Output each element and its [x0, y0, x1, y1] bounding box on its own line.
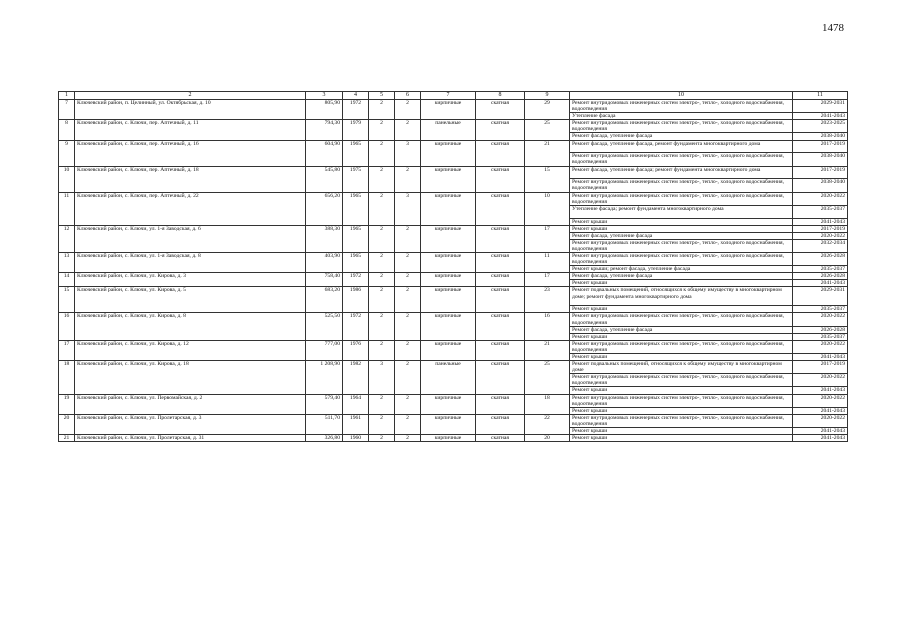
entrances-cell: 2	[395, 340, 421, 360]
column-number: 1	[59, 92, 75, 100]
work-type-cell: Ремонт крыши	[570, 354, 793, 361]
address-cell: Ключевский район, с. Ключи, ул. Пролетарская, д. 3	[75, 414, 306, 434]
row-number-cell: 21	[59, 435, 75, 442]
floors-cell: 2	[369, 273, 395, 287]
wall-material-cell: кирпичные	[421, 100, 476, 120]
work-type-cell: Ремонт внутридомовых инженерных систем электро-, тепло-, холодного водоснабжения, водоотведения	[570, 313, 793, 326]
work-period-cell: 2020-2022	[793, 374, 848, 387]
area-cell: 545,80	[306, 166, 343, 192]
floors-cell: 2	[369, 225, 395, 252]
work-type-cell: Ремонт фасада, утепление фасада, ремонт фундамента многоквартирного дома	[570, 140, 793, 153]
table-row	[59, 287, 848, 306]
wear-cell: 15	[525, 166, 570, 192]
table-row	[59, 394, 848, 407]
floors-cell: 2	[369, 313, 395, 340]
year-cell: 1960	[343, 435, 369, 442]
work-type-cell: Ремонт внутридомовых инженерных систем электро-, тепло-, холодного водоснабжения, водоотведения	[570, 252, 793, 265]
work-type-cell: Ремонт внутридомовых инженерных систем электро-, тепло-, холодного водоснабжения, водоотведения	[570, 192, 793, 205]
wear-cell: 10	[525, 192, 570, 225]
year-cell: 1986	[343, 287, 369, 313]
work-type-cell: Ремонт крыши	[570, 306, 793, 313]
work-period-cell: 2017-2019	[793, 361, 848, 374]
floors-cell: 2	[369, 140, 395, 166]
work-period-cell: 2029-2031	[793, 100, 848, 113]
work-period-cell: 2041-2043	[793, 407, 848, 414]
year-cell: 1972	[343, 313, 369, 340]
area-cell: 326,80	[306, 435, 343, 442]
year-cell: 1965	[343, 140, 369, 166]
column-number: 9	[525, 92, 570, 100]
entrances-cell: 2	[395, 252, 421, 272]
work-period-cell: 2038-2040	[793, 133, 848, 140]
work-period-cell: 2038-2040	[793, 153, 848, 166]
work-type-cell: Ремонт внутридомовых инженерных систем электро-, тепло-, холодного водоснабжения, водоотведения	[570, 179, 793, 192]
work-type-cell: Ремонт крыши	[570, 387, 793, 394]
wall-material-cell: кирпичные	[421, 192, 476, 225]
column-number: 8	[476, 92, 525, 100]
year-cell: 1964	[343, 394, 369, 414]
year-cell: 1979	[343, 120, 369, 140]
column-number: 2	[75, 92, 306, 100]
wall-material-cell: кирпичные	[421, 225, 476, 252]
table-row	[59, 140, 848, 153]
wear-cell: 25	[525, 361, 570, 394]
year-cell: 1975	[343, 166, 369, 192]
work-period-cell: 2041-2043	[793, 280, 848, 287]
work-period-cell: 2035-2037	[793, 333, 848, 340]
page-number: 1478	[822, 22, 844, 34]
floors-cell: 2	[369, 287, 395, 313]
entrances-cell: 2	[395, 100, 421, 120]
area-cell: 805,90	[306, 100, 343, 120]
roof-type-cell: скатная	[476, 252, 525, 272]
area-cell: 604,90	[306, 140, 343, 166]
address-cell: Ключевский район, с. Ключи, ул. Кирова, д. 18	[75, 361, 306, 394]
work-type-cell: Ремонт фасада, утепление фасада	[570, 133, 793, 140]
work-type-cell: Ремонт крыши	[570, 225, 793, 232]
column-number: 6	[395, 92, 421, 100]
work-type-cell: Ремонт подвальных помещений, относящихся к общему имуществу в многоквартирном доме; ремонт фундамента многоквартирного дома	[570, 287, 793, 306]
work-type-cell: Ремонт внутридомовых инженерных систем электро-, тепло-, холодного водоснабжения, водоотведения	[570, 100, 793, 113]
roof-type-cell: скатная	[476, 273, 525, 287]
work-period-cell: 2017-2019	[793, 140, 848, 153]
entrances-cell: 2	[395, 361, 421, 394]
floors-cell: 2	[369, 435, 395, 442]
row-number-cell: 11	[59, 192, 75, 225]
entrances-cell: 2	[395, 166, 421, 192]
work-period-cell: 2023-2025	[793, 120, 848, 133]
wear-cell: 21	[525, 340, 570, 360]
row-number-cell: 14	[59, 273, 75, 287]
floors-cell: 2	[369, 192, 395, 225]
year-cell: 1982	[343, 361, 369, 394]
wall-material-cell: панельные	[421, 361, 476, 394]
row-number-cell: 17	[59, 340, 75, 360]
table-row	[59, 120, 848, 133]
floors-cell: 2	[369, 414, 395, 434]
area-cell: 683,20	[306, 287, 343, 313]
table-row	[59, 273, 848, 280]
year-cell: 1965	[343, 225, 369, 252]
work-period-cell: 2041-2043	[793, 113, 848, 120]
wear-cell: 18	[525, 394, 570, 414]
row-number-cell: 20	[59, 414, 75, 434]
row-number-cell: 12	[59, 225, 75, 252]
column-number: 11	[793, 92, 848, 100]
work-type-cell: Ремонт внутридомовых инженерных систем электро-, тепло-, холодного водоснабжения, водоотведения	[570, 374, 793, 387]
wear-cell: 23	[525, 287, 570, 313]
area-cell: 388,30	[306, 225, 343, 252]
year-cell: 1961	[343, 414, 369, 434]
year-cell: 1972	[343, 273, 369, 287]
wall-material-cell: кирпичные	[421, 252, 476, 272]
work-period-cell: 2017-2019	[793, 166, 848, 179]
area-cell: 403,90	[306, 252, 343, 272]
address-cell: Ключевский район, с. Ключи, ул. Кирова, д. 3	[75, 273, 306, 287]
table-body	[59, 92, 848, 442]
column-number: 4	[343, 92, 369, 100]
work-type-cell: Ремонт крыши	[570, 280, 793, 287]
wall-material-cell: кирпичные	[421, 313, 476, 340]
work-type-cell: Ремонт фасада, утепление фасада	[570, 232, 793, 239]
work-period-cell: 2041-2043	[793, 428, 848, 435]
wear-cell: 17	[525, 225, 570, 252]
work-period-cell: 2041-2043	[793, 218, 848, 225]
address-cell: Ключевский район, с. Ключи, пер. Аптечный, д. 11	[75, 120, 306, 140]
work-period-cell: 2041-2043	[793, 435, 848, 442]
wear-cell: 11	[525, 252, 570, 272]
address-cell: Ключевский район, с. Ключи, ул. Кирова, д. 8	[75, 313, 306, 340]
roof-type-cell: скатная	[476, 340, 525, 360]
table-row	[59, 361, 848, 374]
wear-cell: 16	[525, 313, 570, 340]
area-cell: 777,00	[306, 340, 343, 360]
address-cell: Ключевский район, п. Целинный, ул. Октябрьская, д. 10	[75, 100, 306, 120]
roof-type-cell: скатная	[476, 313, 525, 340]
wall-material-cell: кирпичные	[421, 166, 476, 192]
roof-type-cell: скатная	[476, 166, 525, 192]
work-period-cell: 2026-2028	[793, 273, 848, 280]
entrances-cell: 2	[395, 435, 421, 442]
wall-material-cell: кирпичные	[421, 340, 476, 360]
table-row	[59, 166, 848, 179]
table-row	[59, 100, 848, 113]
work-type-cell: Ремонт внутридомовых инженерных систем электро-, тепло-, холодного водоснабжения, водоотведения	[570, 414, 793, 427]
row-number-cell: 16	[59, 313, 75, 340]
work-period-cell: 2020-2022	[793, 414, 848, 427]
work-period-cell: 2029-2031	[793, 287, 848, 306]
wear-cell: 17	[525, 273, 570, 287]
row-number-cell: 8	[59, 120, 75, 140]
work-period-cell: 2035-2037	[793, 205, 848, 218]
column-number: 10	[570, 92, 793, 100]
work-type-cell: Ремонт подвальных помещений, относящихся к общему имуществу в многоквартирном доме	[570, 361, 793, 374]
row-number-cell: 13	[59, 252, 75, 272]
wall-material-cell: панельные	[421, 120, 476, 140]
year-cell: 1976	[343, 340, 369, 360]
column-number: 3	[306, 92, 343, 100]
address-cell: Ключевский район, с. Ключи, ул. Кирова, д. 5	[75, 287, 306, 313]
area-cell: 525,50	[306, 313, 343, 340]
area-cell: 511,70	[306, 414, 343, 434]
year-cell: 1965	[343, 192, 369, 225]
work-period-cell: 2020-2022	[793, 192, 848, 205]
work-type-cell: Ремонт крыши	[570, 407, 793, 414]
work-period-cell: 2026-2028	[793, 252, 848, 265]
wall-material-cell: кирпичные	[421, 273, 476, 287]
wear-cell: 22	[525, 414, 570, 434]
address-cell: Ключевский район, с. Ключи, ул. Пролетарская, д. 31	[75, 435, 306, 442]
roof-type-cell: скатная	[476, 394, 525, 414]
entrances-cell: 3	[395, 140, 421, 166]
roof-type-cell: скатная	[476, 140, 525, 166]
work-period-cell: 2020-2022	[793, 340, 848, 353]
roof-type-cell: скатная	[476, 287, 525, 313]
row-number-cell: 18	[59, 361, 75, 394]
address-cell: Ключевский район, с. Ключи, ул. Первомайская, д. 2	[75, 394, 306, 414]
table-row	[59, 340, 848, 353]
year-cell: 1965	[343, 252, 369, 272]
roof-type-cell: скатная	[476, 225, 525, 252]
table-row	[59, 252, 848, 265]
wall-material-cell: кирпичные	[421, 435, 476, 442]
address-cell: Ключевский район, с. Ключи, ул. 1-я Заводская, д. 6	[75, 225, 306, 252]
floors-cell: 2	[369, 166, 395, 192]
work-type-cell: Ремонт крыши; ремонт фасада, утепление фасада	[570, 266, 793, 273]
work-period-cell: 2020-2022	[793, 313, 848, 326]
work-type-cell: Ремонт крыши	[570, 218, 793, 225]
entrances-cell: 3	[395, 192, 421, 225]
wear-cell: 21	[525, 140, 570, 166]
wear-cell: 25	[525, 120, 570, 140]
address-cell: Ключевский район, с. Ключи, ул. 1-я Заводская, д. 8	[75, 252, 306, 272]
work-period-cell: 2035-2037	[793, 266, 848, 273]
entrances-cell: 2	[395, 225, 421, 252]
work-period-cell: 2035-2037	[793, 306, 848, 313]
roof-type-cell: скатная	[476, 435, 525, 442]
year-cell: 1972	[343, 100, 369, 120]
column-number-row	[59, 92, 848, 100]
work-type-cell: Ремонт фасада, утепление фасада	[570, 326, 793, 333]
roof-type-cell: скатная	[476, 414, 525, 434]
row-number-cell: 9	[59, 140, 75, 166]
work-period-cell: 2041-2043	[793, 354, 848, 361]
work-type-cell: Утепление фасада	[570, 113, 793, 120]
work-period-cell: 2038-2040	[793, 179, 848, 192]
table-row	[59, 192, 848, 205]
entrances-cell: 2	[395, 414, 421, 434]
entrances-cell: 2	[395, 313, 421, 340]
work-type-cell: Ремонт внутридомовых инженерных систем электро-, тепло-, холодного водоснабжения, водоотведения	[570, 340, 793, 353]
entrances-cell: 2	[395, 394, 421, 414]
row-number-cell: 7	[59, 100, 75, 120]
work-type-cell: Ремонт крыши	[570, 428, 793, 435]
area-cell: 758,40	[306, 273, 343, 287]
entrances-cell: 2	[395, 287, 421, 313]
table-row	[59, 225, 848, 232]
work-type-cell: Ремонт фасада, утепление фасада; ремонт фундамента многоквартирного дома	[570, 166, 793, 179]
column-number: 5	[369, 92, 395, 100]
row-number-cell: 15	[59, 287, 75, 313]
work-type-cell: Ремонт крыши	[570, 333, 793, 340]
area-cell: 656,20	[306, 192, 343, 225]
wear-cell: 20	[525, 435, 570, 442]
work-type-cell: Ремонт внутридомовых инженерных систем электро-, тепло-, холодного водоснабжения, водоотведения	[570, 153, 793, 166]
roof-type-cell: скатная	[476, 361, 525, 394]
wear-cell: 29	[525, 100, 570, 120]
work-period-cell: 2026-2028	[793, 326, 848, 333]
table-row	[59, 313, 848, 326]
wall-material-cell: кирпичные	[421, 287, 476, 313]
column-number: 7	[421, 92, 476, 100]
work-period-cell: 2020-2022	[793, 394, 848, 407]
table-row	[59, 435, 848, 442]
work-period-cell: 2032-2034	[793, 239, 848, 252]
floors-cell: 2	[369, 120, 395, 140]
floors-cell: 2	[369, 394, 395, 414]
area-cell: 1 208,90	[306, 361, 343, 394]
work-type-cell: Ремонт внутридомовых инженерных систем электро-, тепло-, холодного водоснабжения, водоотведения	[570, 120, 793, 133]
entrances-cell: 2	[395, 120, 421, 140]
roof-type-cell: скатная	[476, 192, 525, 225]
roof-type-cell: скатная	[476, 120, 525, 140]
repair-schedule-table	[58, 91, 848, 442]
address-cell: Ключевский район, с. Ключи, ул. Кирова, д. 12	[75, 340, 306, 360]
table-row	[59, 414, 848, 427]
work-period-cell: 2020-2022	[793, 232, 848, 239]
work-type-cell: Утепление фасада; ремонт фундамента многоквартирного дома	[570, 205, 793, 218]
row-number-cell: 19	[59, 394, 75, 414]
entrances-cell: 2	[395, 273, 421, 287]
area-cell: 579,40	[306, 394, 343, 414]
address-cell: Ключевский район, с. Ключи, пер. Аптечный, д. 16	[75, 140, 306, 166]
floors-cell: 2	[369, 340, 395, 360]
roof-type-cell: скатная	[476, 100, 525, 120]
work-type-cell: Ремонт внутридомовых инженерных систем электро-, тепло-, холодного водоснабжения, водоотведения	[570, 394, 793, 407]
work-period-cell: 2017-2019	[793, 225, 848, 232]
floors-cell: 3	[369, 361, 395, 394]
address-cell: Ключевский район, с. Ключи, пер. Аптечный, д. 18	[75, 166, 306, 192]
wall-material-cell: кирпичные	[421, 394, 476, 414]
work-type-cell: Ремонт крыши	[570, 435, 793, 442]
floors-cell: 2	[369, 100, 395, 120]
address-cell: Ключевский район, с. Ключи, пер. Аптечный, д. 22	[75, 192, 306, 225]
work-period-cell: 2041-2043	[793, 387, 848, 394]
floors-cell: 2	[369, 252, 395, 272]
row-number-cell: 10	[59, 166, 75, 192]
area-cell: 794,30	[306, 120, 343, 140]
work-type-cell: Ремонт внутридомовых инженерных систем электро-, тепло-, холодного водоснабжения, водоотведения	[570, 239, 793, 252]
wall-material-cell: кирпичные	[421, 140, 476, 166]
work-type-cell: Ремонт фасада, утепление фасада	[570, 273, 793, 280]
wall-material-cell: кирпичные	[421, 414, 476, 434]
